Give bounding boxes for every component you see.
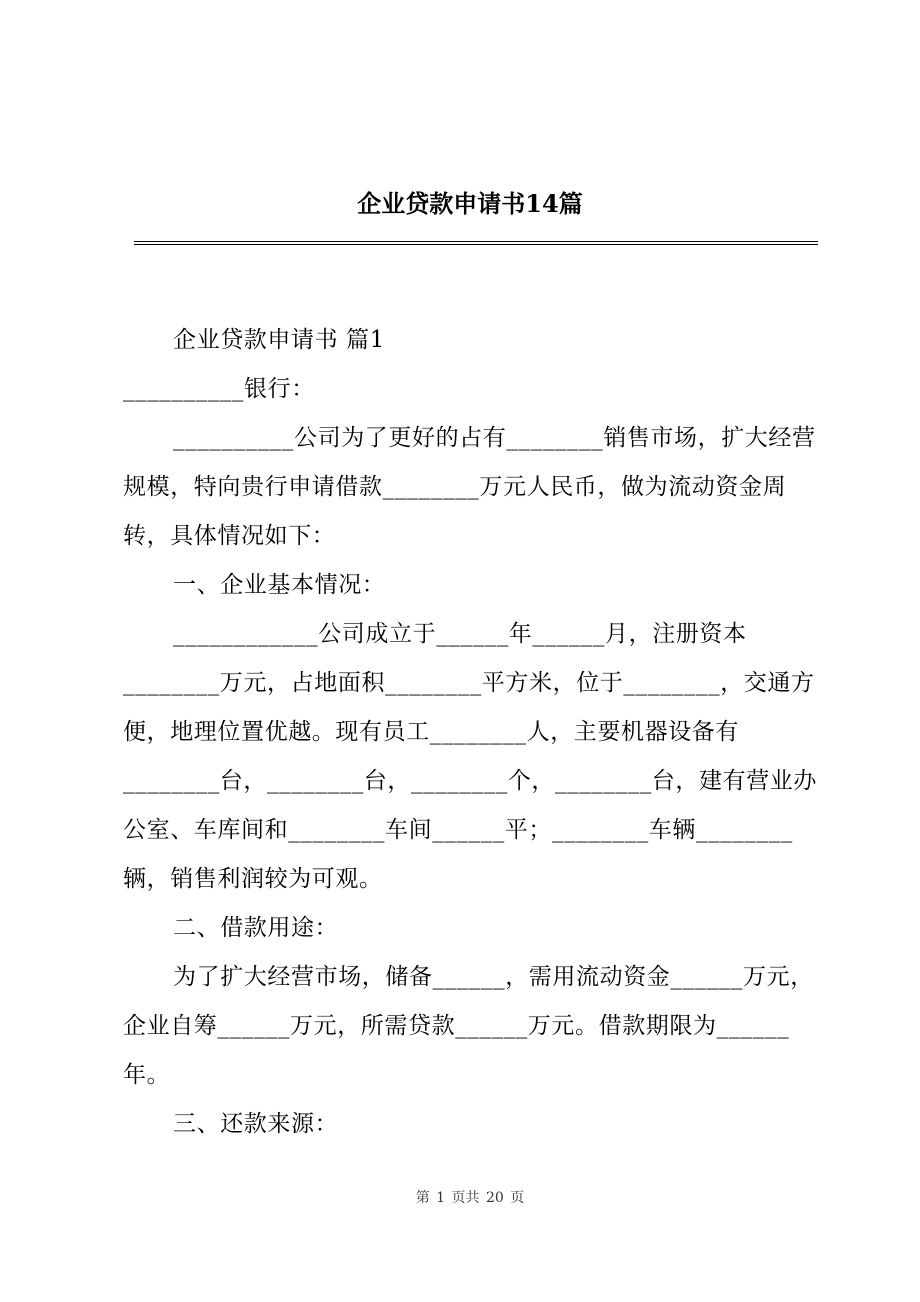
loan-purpose-paragraph: 为了扩大经营市场，储备______，需用流动资金______万元，企业自筹______万元，所需贷款______万元。借款期限为______年。 <box>123 964 814 1088</box>
title-divider <box>134 241 818 245</box>
footer-middle: 页共 <box>451 1190 480 1206</box>
page-title: 企业贷款申请书14篇 <box>357 189 583 218</box>
heading-basic-info: 一、企业基本情况： <box>173 572 386 598</box>
footer-total-pages: 20 <box>486 1190 504 1206</box>
salutation: __________银行： <box>123 376 315 402</box>
page-footer <box>0 1188 920 1208</box>
footer-current-page: 1 <box>436 1190 446 1206</box>
intro-paragraph: __________公司为了更好的占有________销售市场，扩大经营规模，特向贵行申请借款________万元人民币，做为流动资金周转，具体情况如下： <box>123 425 816 549</box>
document-body <box>123 316 818 1149</box>
footer-suffix: 页 <box>510 1190 525 1206</box>
section-heading: 企业贷款申请书 篇1 <box>173 327 385 353</box>
footer-prefix: 第 <box>415 1190 430 1206</box>
heading-repayment-source: 三、还款来源： <box>173 1111 339 1137</box>
basic-info-paragraph: ____________公司成立于______年______月，注册资本________万元，占地面积________平方米，位于________，交通方便，地理位置优越。现有员工________人，主要机器设备有________台，________台，________个，________台，建有营业办公室、车库间和________车间______平；________车辆________辆，销售利润较为可观。 <box>123 621 817 892</box>
heading-loan-purpose: 二、借款用途： <box>173 915 339 941</box>
